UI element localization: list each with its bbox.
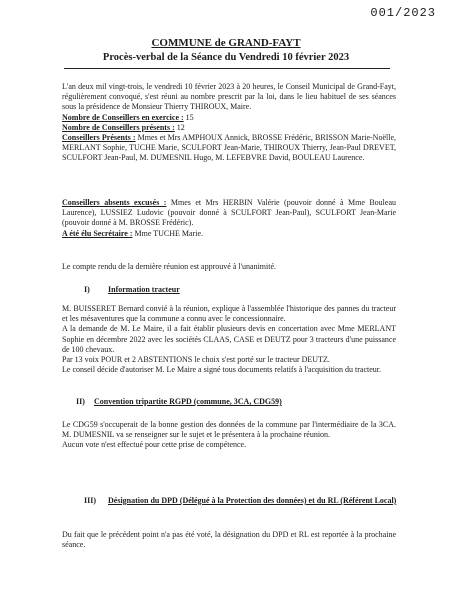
section-number: III) — [84, 496, 97, 505]
absents-text: Mmes et Mrs HERBIN Valérie (pouvoir donné à Mme Bouleau Laurence), LUSSIEZ Ludovic (pouvoir donné à SCULFORT Jean-Paul), SCULFORT Jean-Marie (pouvoir donné à M. BROSSE Frédéric). — [62, 198, 396, 228]
absents-paragraph — [62, 198, 396, 229]
document-subtitle: Procès-verbal de la Séance du Vendredi 10 février 2023 — [102, 52, 350, 63]
section-number: II) — [76, 397, 85, 406]
section-number: I) — [84, 285, 90, 294]
count-exercice-label: Nombre de Conseillers en exercice : — [62, 112, 184, 122]
presents-text: Mmes et Mrs AMPHOUX Annick, BROSSE Frédéric, BRISSON Marie-Noëlle, MERLANT Sophie, TUCHE Marie, SCULFORT Jean-Marie, THIROUX Thierry, Jean-Paul DREVET, SCULFORT Jean-Paul, M. DUMESNIL Hugo, M. LEFEBVRE David, BOULEAU Laurence. — [62, 133, 396, 163]
section-title: Information tracteur — [108, 285, 180, 294]
count-presents — [62, 123, 396, 133]
approval-paragraph: Le compte rendu de la dernière réunion est approuvé à l'unanimité. — [62, 262, 277, 271]
count-exercice-value: 15 — [183, 112, 194, 122]
paragraph: Aucun vote n'est effectué pour cette prise de compétence. — [62, 440, 247, 450]
paragraph: Du fait que le précédent point n'a pas été voté, la désignation du DPD et RL est reportée à la prochaine séance. — [62, 530, 396, 550]
section-2-body — [62, 420, 396, 451]
attendance-block — [62, 82, 396, 164]
count-presents-value: 12 — [174, 122, 185, 132]
intro-paragraph: L'an deux mil vingt-trois, le vendredi 10 février 2023 à 20 heures, le Conseil Municipal de Grand-Fayt, régulièrement convoqué, s'est réuni au nombre prescrit par la loi, dans le lieu habituel de ses séances sous la présidence de Monsieur Thierry THIROUX, Maire. — [62, 82, 396, 112]
secretaire-text: Mme TUCHE Marie. — [132, 228, 203, 238]
absents-label: Conseillers absents excusés : — [62, 198, 167, 207]
paragraph: Le CDG59 s'occuperait de la bonne gestion des données de la commune par l'intermédiaire de la 3CA. M. DUMESNIL va se renseigner sur le sujet et le présentera à la prochaine réunion. — [62, 420, 396, 440]
paragraph: Le conseil décide d'autoriser M. Le Maire a signé tous documents relatifs à l'acquisition du tracteur. — [62, 365, 382, 375]
presents-paragraph — [62, 133, 396, 164]
paragraph: M. BUISSERET Bernard convié à la réunion, explique à l'assemblée l'historique des pannes du tracteur et les mésaventures que la commune a connu avec le concessionnaire. — [62, 304, 396, 324]
count-presents-label: Nombre de Conseillers présents : — [62, 122, 175, 132]
secretaire-paragraph — [62, 229, 396, 239]
section-title: Désignation du DPD (Délégué à la Protection des données) et du RL (Référent Local) — [108, 496, 397, 505]
section-3-body — [62, 530, 396, 550]
section-title: Convention tripartite RGPD (commune, 3CA, CDG59) — [94, 397, 282, 406]
absents-block — [62, 198, 396, 239]
paragraph: Par 13 voix POUR et 2 ABSTENTIONS le choix s'est porté sur le tracteur DEUTZ. — [62, 355, 330, 365]
document-title: COMMUNE de GRAND-FAYT — [151, 37, 301, 49]
secretaire-label: A été élu Secrétaire : — [62, 228, 133, 238]
presents-label: Conseillers Présents : — [62, 133, 136, 143]
title-rule — [64, 68, 390, 69]
section-1-body — [62, 304, 396, 375]
document-reference: 001/2023 — [370, 6, 436, 20]
paragraph: A la demande de M. Le Maire, il a fait établir plusieurs devis en concertation avec Mme MERLANT Sophie en décembre 2022 avec les sociétés CLAAS, CASE et DEUTZ pour 3 tracteurs d'une puissance de 100 chevaux. — [62, 324, 396, 354]
count-exercice — [62, 113, 396, 123]
